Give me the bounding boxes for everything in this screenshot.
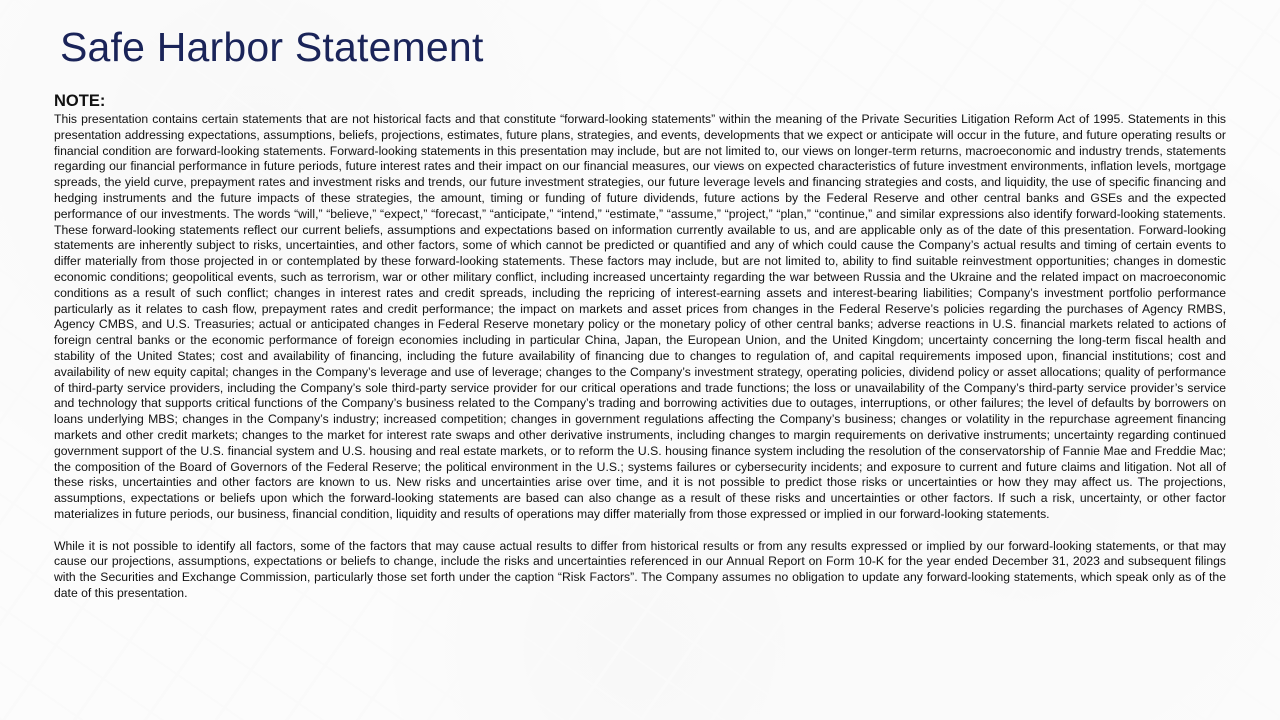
note-label: NOTE: xyxy=(54,92,106,110)
page-title: Safe Harbor Statement xyxy=(60,24,484,70)
paragraph-spacer xyxy=(54,523,1226,539)
safe-harbor-content xyxy=(54,91,1226,602)
paragraph-risk-factors: While it is not possible to identify all factors, some of the factors that may cause actual results to differ from historical results or from any results expressed or implied by our forward-looking statements, or that may cause our projections, assumptions, expectations or beliefs to change, include the risks and uncertainties referenced in our Annual Report on Form 10-K for the year ended December 31, 2023 and subsequent filings with the Securities and Exchange Commission, particularly those set forth under the caption “Risk Factors”. The Company assumes no obligation to update any forward-looking statements, which speak only as of the date of this presentation. xyxy=(54,538,1226,600)
paragraph-forward-looking: This presentation contains certain statements that are not historical facts and that constitute “forward-looking statements” within the meaning of the Private Securities Litigation Reform Act of 1995. Statements in this presentation addressing expectations, assumptions, beliefs, projections, estimates, future plans, strategies, and events, developments that we expect or anticipate will occur in the future, and future operating results or financial condition are forward-looking statements. Forward-looking statements in this presentation may include, but are not limited to, our views on longer-term returns, macroeconomic and industry trends, statements regarding our financial performance in future periods, future interest rates and their impact on our financial measures, our views on expected characteristics of future investment environments, inflation levels, mortgage spreads, the yield curve, prepayment rates and investment risks and trends, our future investment strategies, our future leverage levels and financing strategies and costs, and liquidity, the use of specific financing and hedging instruments and the future impacts of these strategies, the amount, timing or funding of future dividends, future actions by the Federal Reserve and other central banks and GSEs and the expected performance of our investments. The words “will,” “believe,” “expect,” “forecast,” “anticipate,” “intend,” “estimate,” “assume,” “project,” “plan,” “continue,” and similar expressions also identify forward-looking statements. These forward-looking statements reflect our current beliefs, assumptions and expectations based on information currently available to us, and are applicable only as of the date of this presentation. Forward-looking statements are inherently subject to risks, uncertainties, and other factors, some of which cannot be predicted or quantified and any of which could cause the Company’s actual results and timing of certain events to differ materially from those projected in or contemplated by these forward-looking statements. These factors may include, but are not limited to, ability to find suitable reinvestment opportunities; changes in domestic economic conditions; geopolitical events, such as terrorism, war or other military conflict, including increased uncertainty regarding the war between Russia and the Ukraine and the related impact on macroeconomic conditions as a result of such conflict; changes in interest rates and credit spreads, including the repricing of interest-earning assets and interest-bearing liabilities; Company’s investment portfolio performance particularly as it relates to cash flow, prepayment rates and credit performance; the impact on markets and asset prices from changes in the Federal Reserve’s policies regarding the purchases of Agency RMBS, Agency CMBS, and U.S. Treasuries; actual or anticipated changes in Federal Reserve monetary policy or the monetary policy of other central banks; adverse reactions in U.S. financial markets related to actions of foreign central banks or the economic performance of foreign economies including in particular China, Japan, the European Union, and the United Kingdom; uncertainty concerning the long-term fiscal health and stability of the United States; cost and availability of financing, including the future availability of financing due to changes to regulation of, and capital requirements imposed upon, financial institutions; cost and availability of new equity capital; changes in the Company’s leverage and use of leverage; changes to the Company’s investment strategy, operating policies, dividend policy or asset allocations; quality of performance of third-party service providers, including the Company’s sole third-party service provider for our critical operations and trade functions; the loss or unavailability of the Company’s third-party service provider’s service and technology that supports critical functions of the Company’s business related to the Company’s trading and borrowing activities due to outages, interruptions, or other failures; the level of defaults by borrowers on loans underlying MBS; changes in the Company’s industry; increased competition; changes in government regulations affecting the Company’s business; changes or volatility in the repurchase agreement financing markets and other credit markets; changes to the market for interest rate swaps and other derivative instruments, including changes to margin requirements on derivative instruments; uncertainty regarding continued government support of the U.S. financial system and U.S. housing and real estate markets, or to reform the U.S. housing finance system including the resolution of the conservatorship of Fannie Mae and Freddie Mac; the composition of the Board of Governors of the Federal Reserve; the political environment in the U.S.; systems failures or cybersecurity incidents; and exposure to current and future claims and litigation. Not all of these risks, uncertainties and other factors are known to us. New risks and uncertainties arise over time, and it is not possible to predict those risks or uncertainties or how they may affect us. The projections, assumptions, expectations or beliefs upon which the forward-looking statements are based can also change as a result of these risks and uncertainties or other factors. If such a risk, uncertainty, or other factor materializes in future periods, our business, financial condition, liquidity and results of operations may differ materially from those expressed or implied in our forward-looking statements. xyxy=(54,112,1226,521)
